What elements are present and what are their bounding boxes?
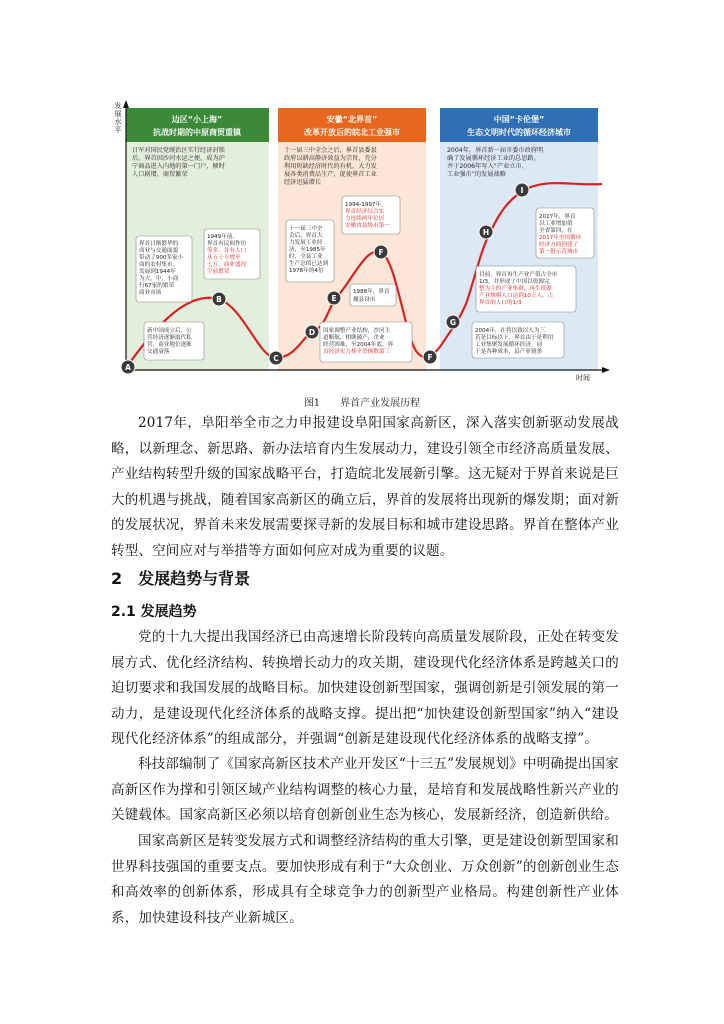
panel-2-title1: 安徽“北界首” <box>326 115 378 124</box>
point-h-label: H <box>482 228 490 237</box>
callout-a-5: 为大，中，小商 <box>139 276 179 282</box>
panel-1-desc-2: 宁商品进入内地的第一门户，倾时 <box>132 163 225 170</box>
y-label-3: 平 <box>114 126 122 134</box>
callout-i-5: 第一批示范城市 <box>539 249 579 255</box>
callout-d-2: 力发展工业经 <box>289 240 323 246</box>
callout-a-6: 行67家的繁荣 <box>139 283 175 289</box>
callout-b-4: 七万，商业盛况 <box>207 262 247 268</box>
paragraph-4-wrap <box>111 829 619 931</box>
callout-f-bottom-1: 道断航，相继破产，企业 <box>323 335 385 341</box>
callout-h-0: 目前，界首再生产业产值占全市 <box>479 272 558 278</box>
callout-d-6: 1978年的4倍 <box>289 268 324 274</box>
panel-1-desc-1: 后，界首因沙河水运之便，成为沪 <box>132 155 225 162</box>
callout-d-0: 十一届三中全 <box>289 226 323 232</box>
panel-2-desc-1: 政府以耕高静济效益为宗旨，充分 <box>284 155 377 162</box>
figure-svg <box>104 96 616 386</box>
x-axis-label: 时间 <box>576 374 590 382</box>
callout-g-1: 若是目标以下，界首由于是利用 <box>475 335 554 341</box>
point-g-label: G <box>449 318 457 327</box>
callout-e-1: 撤县设市 <box>353 297 376 303</box>
point-d-label: D <box>308 328 316 337</box>
callout-a-7: 商业市场 <box>139 290 162 296</box>
paragraph-3-wrap <box>111 752 619 829</box>
callout-c-1: 营经济逐渐取代私 <box>147 335 192 341</box>
y-axis-arrow <box>123 100 129 108</box>
callout-f-bottom-2: 经营困难，至2004年底，界 <box>323 342 394 348</box>
panel-3-title2: 生态文明时代的循环经济城市 <box>467 128 571 137</box>
panel-2-desc-0: 十一届三中全会之后，界首县委县 <box>284 147 377 154</box>
callout-f-bottom-3: 首经济实力排全省倒数第三 <box>323 349 391 355</box>
callout-a-4: 发展到1944年 <box>139 269 176 275</box>
callout-d-4: 时，全县工业 <box>289 254 323 260</box>
callout-f-bottom-0: 国家调整产业结构，沙河主 <box>323 328 391 334</box>
callout-b-1: 界首有民间作坊 <box>207 241 247 247</box>
panel-2-title2: 改革开放后的皖北工业强市 <box>304 128 400 137</box>
point-i-label: I <box>520 186 524 195</box>
paragraph-2-wrap <box>111 625 619 753</box>
point-e-label: E <box>331 294 337 303</box>
callout-a-1: 商业与交通面貌 <box>139 248 179 254</box>
panel-1-title1: 边区“小上海” <box>171 115 223 124</box>
section-heading: 2 发展趋势与背景 <box>111 569 251 588</box>
callout-a-3: 商的农村集市。 <box>139 262 179 268</box>
panel-1-desc-0: 日军对国民党统治区实行经济封锁 <box>132 147 225 154</box>
callout-f-top-1: 界首经济综合实 <box>345 209 385 215</box>
callout-i-3: 2017年全国循环 <box>539 235 582 241</box>
paragraph-2: 党的十九大提出我国经济已由高速增长阶段转向高质量发展阶段，正处在转变发展方式、优化经济结构、转换增长动力的攻关期，建设现代化经济体系是跨越关口的迫切要求和我国发展的战略目标。加快建设创新型国家，强调创新是引领发展的第一动力，是建设现代化经济体系的战略支撑。提出把“加快建设创新型国家”纳入“建设现代化经济体系”的组成部分，并强调“创新是建设现代化经济体系的战略支撑”。 <box>111 629 619 748</box>
subsection-heading-wrap <box>111 601 619 621</box>
panel-1-desc-3: 人口剧增，商贸繁荣 <box>132 171 188 178</box>
callout-f-top-3: 安徽省县级市第一 <box>345 223 390 229</box>
callout-d-1: 会后，界首大 <box>289 233 323 239</box>
point-f2-label: F <box>427 353 433 362</box>
point-b-label: B <box>216 295 222 304</box>
paragraph-4: 国家高新区是转变发展方式和调整经济结构的重大引擎，更是建设创新型国家和世界科技强国的重要支点。要加快形成有利于“大众创业、万众创新”的创新创业生态和高效率的创新体系，形成具有全球竞争力的创新型产业格局。构建创新性产业体系，加快建设科技产业新城区。 <box>111 833 619 926</box>
callout-b-3: 从五十万增至 <box>207 255 241 261</box>
callout-a-2: 带动了900多家小 <box>139 255 184 261</box>
panel-3-title1: 中国“卡伦堡” <box>493 115 545 124</box>
figure-caption: 图1 界首产业发展历程 <box>303 398 421 409</box>
callout-i-1: 以工业增加值 <box>539 221 573 227</box>
callout-i-4: 经济方面创建了 <box>539 242 579 248</box>
callout-b-2: 等多，并有人口 <box>207 248 247 254</box>
panel-2-desc-3: 展各类消费品生产，促使界首工业 <box>284 171 377 178</box>
callout-g-2: 工业集聚发展循环经济，同 <box>475 342 543 348</box>
paragraph-1: 2017年，阜阳举全市之力申报建设阜阳国家高新区，深入落实创新驱动发展战略，以新理念、新思路、新办法培育内生发展动力，建设引领全市经济高质量发展、产业结构转型升级的国家战略平台，打造皖北发展新引擎。这无疑对于界首来说是巨大的机遇与挑战，随着国家高新区的确立后，界首的发展将出现新的爆发期；面对新的发展状况，界首未来发展需要探寻新的发展目标和城市建设思路。界首在整体产业转型、空间应对与举措等方面如何应对成为重要的议题。 <box>111 415 619 559</box>
subsection-heading: 2.1 发展趋势 <box>111 604 197 620</box>
paragraph-3: 科技部编制了《国家高新区技术产业开发区“十三五”发展规划》中明确提出国家高新区作为撑和引领区域产业结构调整的核心力量，是培育和发展战略性新兴产业的关键载体。国家高新区必须以培育创新创业生态为核心，发展新经济，创造新供给。 <box>111 756 619 824</box>
callout-i-0: 2017年，界首 <box>539 214 576 220</box>
panel-3-desc-0: 2004年，界首新一届市委市政府明 <box>447 147 544 154</box>
point-a-label: A <box>125 363 131 372</box>
callout-h-4: 界首的人口的1/3 <box>479 300 522 306</box>
section-heading-wrap <box>111 566 619 589</box>
y-label-2: 水 <box>114 118 122 126</box>
y-label-0: 发 <box>114 102 122 110</box>
callout-c-0: 新中国成立后，公 <box>147 328 192 334</box>
callout-f-top-2: 力连续两年位居 <box>345 216 385 222</box>
panel-2-desc-2: 利用短缺经济时代的有机，大力发 <box>284 163 377 170</box>
panel-2-desc-4: 经济迅猛增长 <box>284 179 322 186</box>
callout-h-1: 1/3，并形成了中国以资源完 <box>479 279 550 285</box>
callout-h-3: 产业规模人口达到10万人，占 <box>479 293 554 299</box>
callout-g-0: 2004年，在将以致以人为三 <box>475 328 546 334</box>
callout-c-2: 营，商业地位逐渐 <box>147 342 192 348</box>
panel-3-desc-3: 工业强市”的发展战略 <box>447 171 506 178</box>
point-c-label: C <box>273 354 279 363</box>
callout-b-0: 1949年前， <box>207 234 239 240</box>
panel-3-desc-2: 并于2006年写入“产业立市、 <box>447 163 528 170</box>
callout-a-0: 界首日渐繁华的 <box>139 241 179 247</box>
callout-c-3: 交通衰落 <box>147 349 170 355</box>
paragraph-1-wrap <box>111 411 619 565</box>
x-axis-arrow <box>602 367 610 373</box>
callout-g-3: 于是各种成本，县产业链条 <box>475 349 543 355</box>
y-label-1: 展 <box>114 110 122 118</box>
point-f-label: F <box>378 248 384 257</box>
callout-d-3: 济，至1985年 <box>289 247 326 253</box>
callout-h-2: 整为主的产业集群，再生资源 <box>479 286 552 292</box>
industry-history-figure <box>104 96 616 386</box>
callout-i-2: 全省第四，在 <box>539 228 573 234</box>
callout-f-top-0: 1994-1997年， <box>345 202 387 208</box>
callout-b-5: 空前繁荣 <box>207 269 230 275</box>
callout-d-5: 生产总值已达到 <box>289 261 329 267</box>
callout-e-0: 1988年，界首 <box>353 289 390 295</box>
panel-3-desc-1: 确了发展循环经济工业的总思路， <box>447 155 540 162</box>
panel-1-title2: 抗战时期的中原商贸重镇 <box>153 128 241 137</box>
